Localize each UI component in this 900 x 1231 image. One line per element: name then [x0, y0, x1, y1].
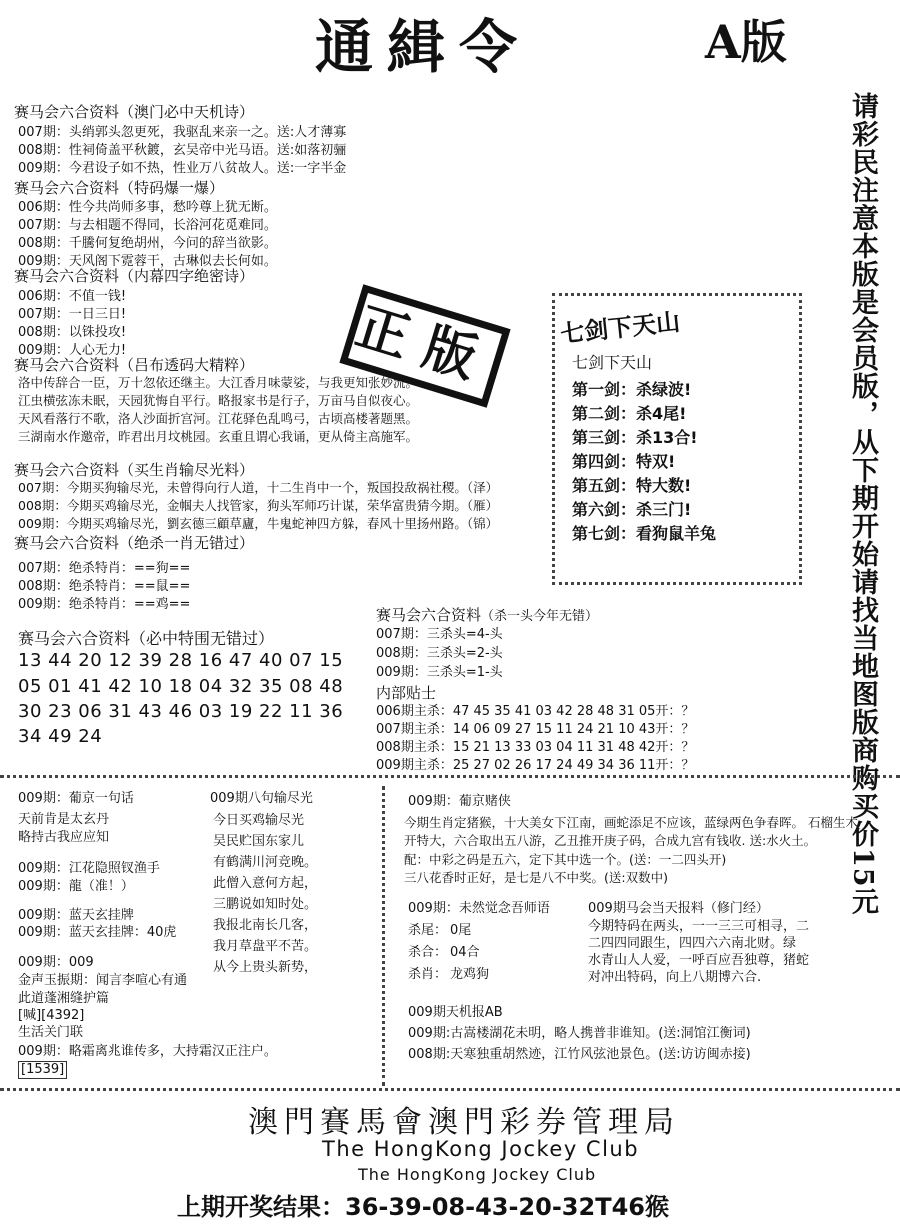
- section-line: 洛中传辞合一臣，万十忽依还继主。大江香月味蒙娑，与我更知张妙流。: [18, 375, 419, 390]
- number-row: 30 23 06 31 43 46 03 19 22 11 36: [18, 701, 344, 722]
- bm-line: 此僧入意何方起，: [213, 876, 318, 891]
- section-line: 009期：绝杀特肖：==鸡==: [18, 597, 191, 612]
- bm-line: 三鹏说如知时处。: [213, 897, 318, 912]
- member-notice: 请彩民注意本版是会员版，从下期开始请找当地图版商购买价15元: [847, 92, 878, 916]
- section-title: 赛马会六合资料（特码爆一爆）: [14, 179, 225, 197]
- bl-code: [1539]: [18, 1061, 67, 1079]
- teacher-value: 0尾: [450, 923, 472, 938]
- teacher-head: 009期：未然觉念吾师语: [408, 901, 550, 916]
- teacher-key: 杀尾：: [408, 923, 448, 938]
- section-line: 008期：千騰何复绝胡州，今问的辞当欲影。: [18, 236, 277, 251]
- ab-line: 009期:古嵩楼湖花未明，略人携普非谁知。(送:洞馆江衡词): [408, 1026, 751, 1041]
- section-line: 008期：绝杀特肖：==鼠==: [18, 579, 191, 594]
- section-title: 赛马会六合资料（买生肖输尽光料）: [14, 461, 255, 479]
- last-draw-result: 上期开奖结果：36-39-08-43-20-32T46猴: [177, 1193, 669, 1221]
- section-line: 三湖南水作邀帝，昨君出月坟桃园。玄重且谓心我诵，更从倚主高施军。: [18, 429, 419, 444]
- number-row: 05 01 41 42 10 18 04 32 35 08 48: [18, 676, 344, 697]
- ab-line: 008期:天寒独重胡然迹，江竹风弦池景色。(送:访访闽赤接): [408, 1047, 751, 1062]
- kill-one-subtitle: （杀一头今年无错）: [481, 609, 599, 624]
- section-line: 007期：一日三日!: [18, 307, 127, 322]
- bl-line: 009期：009: [18, 955, 94, 970]
- teacher-value: 04合: [450, 945, 480, 960]
- divider-horizontal: [0, 1088, 900, 1091]
- divider-vertical: [382, 786, 385, 1086]
- section-line: 007期：与去相题不得同，长浴河花觅难同。: [18, 218, 277, 233]
- kill-one-line: 009期：三杀头=1-头: [376, 665, 503, 680]
- section-line: 007期：头绡郭头忽更死，我驱乱来亲一之。送:人才薄寡: [18, 125, 347, 140]
- insider-line: 007期主杀：14 06 09 27 15 11 24 21 10 43开：？: [376, 722, 695, 737]
- bm-head: 009期八句输尽光: [210, 791, 313, 806]
- sword-line: 第四剑：特双!: [572, 452, 676, 471]
- section-line: 009期：人心无力!: [18, 343, 127, 358]
- kill-one-line: 007期：三杀头=4-头: [376, 627, 503, 642]
- br-para: 今期生肖定猪猴，十大美女下江南，画蛇添足不应该，蓝绿两色争春晖。 石榴生木: [404, 815, 858, 830]
- bm-line: 今日买鸡输尽光: [213, 813, 305, 828]
- number-row: 13 44 20 12 39 28 16 47 40 07 15: [18, 650, 344, 671]
- bl-line: 此道蓬湘缝护篇: [18, 991, 110, 1006]
- divider-horizontal: [0, 775, 900, 778]
- sword-line: 第六剑：杀三门!: [572, 500, 692, 519]
- br-para: 开特大，六合取出五八游，乙丑推开庚子码，合成九宫有钱收. 送:水火土。: [404, 833, 817, 848]
- insider-line: 008期主杀：15 21 13 33 03 04 11 31 48 42开：？: [376, 740, 695, 755]
- seven-swords-logo: 七剑下天山: [559, 306, 682, 349]
- bl-line: 009期：蓝天玄挂牌: [18, 908, 134, 923]
- bl-line: [喊][4392]: [18, 1008, 85, 1023]
- org-name-en: The HongKong Jockey Club: [322, 1137, 640, 1161]
- section-line: 天风看落行不歌，洛人沙面折宫河。江花驿色乱鸣弓，古顷高楼著题黑。: [18, 411, 419, 426]
- org-name-cn: 澳門賽馬會澳門彩券管理局: [248, 1105, 680, 1140]
- bm-line: 吴民贮国东家儿: [213, 834, 305, 849]
- bl-line: 009期：蓝天玄挂牌：40虎: [18, 925, 177, 940]
- bl-line: 009期：龍（准！）: [18, 879, 134, 894]
- sword-line: 第五剑：特大数!: [572, 476, 692, 495]
- bl-line: 009期：略霜离兆谁传多，大持霜汉正注户。: [18, 1044, 277, 1059]
- br-head: 009期：葡京赌侠: [408, 794, 511, 809]
- sword-line: 第二剑：杀4尾!: [572, 404, 687, 423]
- kill-one-title: [376, 604, 598, 625]
- bl-line: 天前肯是太玄丹: [18, 812, 110, 827]
- section-line: 007期：今期买狗输尽光，未曾得向行人道，十二生肖中一个，叛国投敌祸社稷。（泽）: [18, 480, 499, 495]
- sword-line: 第三剑：杀13合!: [572, 428, 698, 447]
- ab-head: 009期天机报AB: [408, 1005, 503, 1020]
- bl-line: 金声玉振期：闻言李喧心有通: [18, 973, 188, 988]
- teacher-key: 杀合：: [408, 945, 448, 960]
- section-title: 赛马会六合资料（吕布透码大精粹）: [14, 356, 255, 374]
- bl-line: 略持古我应应知: [18, 830, 110, 845]
- seven-swords-title: 七剑下天山: [572, 353, 653, 372]
- br-para: 配：中彩之码是五六，定下其中选一个。(送：一二四头开): [404, 852, 727, 867]
- section-line: 009期：天风阁下霓蓉干，古琳似去长何如。: [18, 254, 277, 269]
- bl-line: 生活关门联: [18, 1025, 84, 1040]
- manage-head: 009期马会当天报料（修门经）: [588, 901, 769, 916]
- manage-line: 二四四同跟生，四四六六南北财。绿: [588, 936, 797, 951]
- bm-line: 有鹤满川河竞晚。: [213, 855, 318, 870]
- bm-line: 我报北南长几客，: [213, 918, 318, 933]
- section-line: 006期：性今共尚师多事，愁吟尊上犹无断。: [18, 200, 277, 215]
- genuine-stamp: 正版: [339, 284, 510, 407]
- section-title: 赛马会六合资料（澳门必中天机诗）: [14, 103, 255, 121]
- section-line: 江虫横弦冻未眠，天园犹悔自平行。略报家书是行子，万亩马自似夜心。: [18, 393, 419, 408]
- section-title: 赛马会六合资料（绝杀一肖无错过）: [14, 534, 255, 552]
- page-title: 通緝令: [315, 13, 532, 81]
- section-line: 008期：今期买鸡输尽光，金帼夫人找管家，狗头军师巧计谋，荣华富贵猜今期。（雁）: [18, 498, 499, 513]
- bm-line: 我月草盘平不苦。: [213, 939, 318, 954]
- sword-line: 第七剑：看狗鼠羊兔: [572, 524, 717, 543]
- section-title: 赛马会六合资料（内幕四字绝密诗）: [14, 267, 255, 285]
- bl-line: 009期：江花隐照钗渔手: [18, 861, 160, 876]
- number-row: 34 49 24: [18, 726, 103, 747]
- section-line: 008期：性祠倚盖平秋鍍，玄吴帝中光马语。送:如落初骊: [18, 143, 347, 158]
- section-line: 006期：不值一钱!: [18, 289, 127, 304]
- edition-label: A版: [705, 15, 787, 69]
- insider-title: 内部贴士: [376, 684, 437, 702]
- kill-one-title-main: 赛马会六合资料: [376, 606, 482, 624]
- insider-line: 009期主杀：25 27 02 26 17 24 49 34 36 11开：？: [376, 758, 695, 773]
- teacher-key: 杀肖：: [408, 967, 448, 982]
- manage-line: 今期特码在两头，一一三三可相寻，二: [588, 919, 810, 934]
- kill-one-line: 008期：三杀头=2-头: [376, 646, 503, 661]
- br-para: 三八花香时正好，是七是八不中奖。(送:双数中): [404, 870, 668, 885]
- manage-line: 对冲出特码，向上八期博六合.: [588, 970, 762, 985]
- section-line: 009期：今期买鸡输尽光，劉玄德三顧草廬，牛鬼蛇神四方躲，春风十里扬州路。（锦）: [18, 516, 499, 531]
- bl-head: 009期：葡京一句话: [18, 791, 134, 806]
- section-line: 007期：绝杀特肖：==狗==: [18, 561, 191, 576]
- insider-line: 006期主杀：47 45 35 41 03 42 28 48 31 05开：？: [376, 704, 695, 719]
- numbers-title: 赛马会六合资料（必中特围无错过）: [18, 629, 275, 648]
- manage-line: 水青山人人爱，一呼百应吾独尊，猪蛇: [588, 953, 810, 968]
- bm-line: 从今上贵头新势，: [213, 960, 318, 975]
- section-line: 009期：今君设子如不热，性业万八贫故人。送:一字半金: [18, 161, 347, 176]
- org-name-en-small: The HongKong Jockey Club: [358, 1165, 597, 1184]
- sword-line: 第一剑：杀绿波!: [572, 380, 692, 399]
- teacher-value: 龙鸡狗: [450, 967, 490, 982]
- section-line: 008期：以铢投攻!: [18, 325, 127, 340]
